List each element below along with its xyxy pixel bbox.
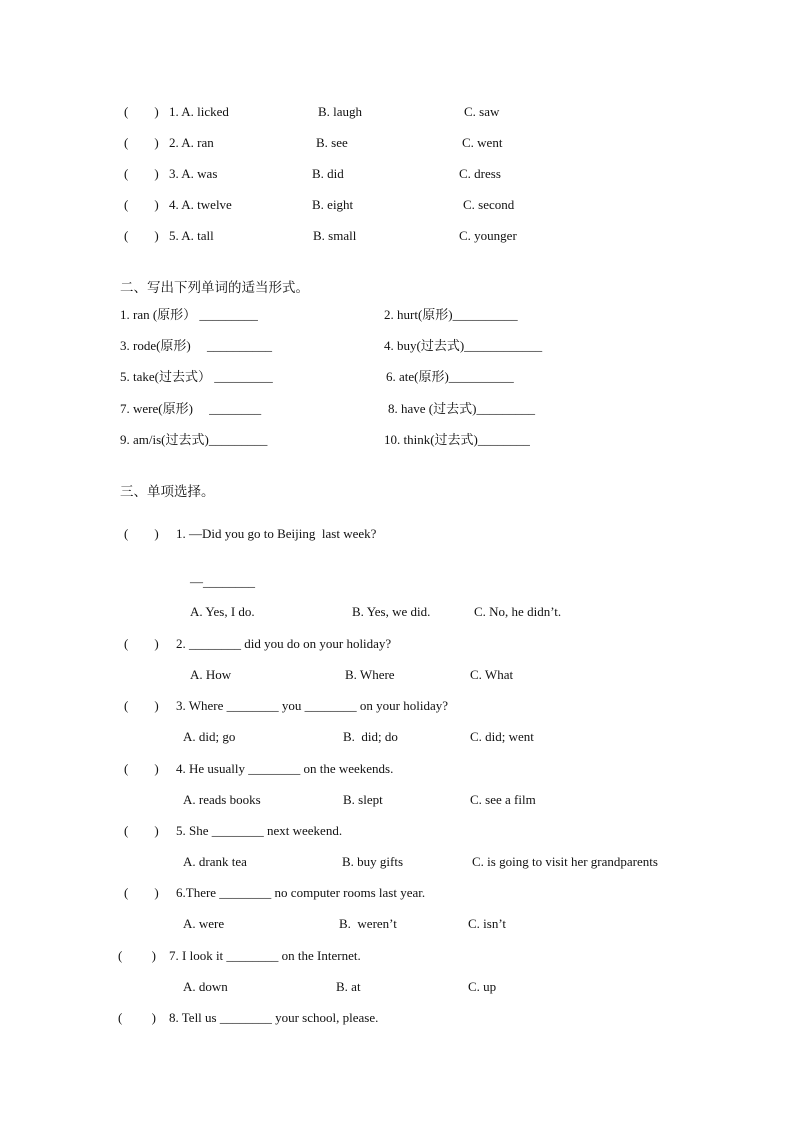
- question-text: 5. A. tall: [169, 228, 214, 243]
- question-text: 2. A. ran: [169, 135, 214, 150]
- option-b: B. see: [316, 135, 348, 150]
- answer-blank[interactable]: ( ): [124, 197, 159, 212]
- fill-item-9[interactable]: 9. am/is(过去式)_________: [120, 432, 268, 447]
- option-c: C. younger: [459, 228, 517, 243]
- question-text: 5. She ________ next weekend.: [176, 823, 343, 838]
- answer-blank[interactable]: ( ): [124, 761, 159, 776]
- answer-blank[interactable]: ( ): [124, 526, 159, 541]
- option-b: B. laugh: [318, 104, 363, 119]
- fill-item-3[interactable]: 3. rode(原形) __________: [120, 338, 273, 353]
- option-c: C. dress: [459, 166, 501, 181]
- option-b: B. Yes, we did.: [352, 604, 431, 619]
- option-c: C. up: [468, 979, 497, 994]
- option-b: B. Where: [345, 667, 395, 682]
- option-b: B. did; do: [343, 729, 398, 744]
- fill-item-5[interactable]: 5. take(过去式） _________: [120, 369, 273, 384]
- answer-blank[interactable]: ( ): [124, 636, 159, 651]
- answer-line[interactable]: —________: [190, 574, 255, 589]
- option-b: B. at: [336, 979, 361, 994]
- fill-item-6[interactable]: 6. ate(原形)__________: [386, 369, 514, 384]
- option-c: C. What: [470, 667, 514, 682]
- option-c: C. went: [462, 135, 503, 150]
- question-text: 4. He usually ________ on the weekends.: [176, 761, 394, 776]
- question-text: 6.There ________ no computer rooms last year.: [176, 885, 426, 900]
- answer-blank[interactable]: ( ): [118, 948, 156, 963]
- fill-item-2[interactable]: 2. hurt(原形)__________: [384, 307, 518, 322]
- option-a: A. did; go: [183, 729, 236, 744]
- option-b: B. buy gifts: [342, 854, 404, 869]
- option-c: C. second: [463, 197, 515, 212]
- question-text: 4. A. twelve: [169, 197, 232, 212]
- option-b: B. did: [312, 166, 344, 181]
- fill-item-10[interactable]: 10. think(过去式)________: [384, 432, 530, 447]
- question-text: 2. ________ did you do on your holiday?: [176, 636, 392, 651]
- answer-blank[interactable]: ( ): [124, 823, 159, 838]
- option-b: B. eight: [312, 197, 354, 212]
- option-a: A. reads books: [183, 792, 261, 807]
- question-text: 1. —Did you go to Beijing last week?: [176, 526, 377, 541]
- option-c: C. did; went: [470, 729, 534, 744]
- answer-blank[interactable]: ( ): [124, 698, 159, 713]
- option-c: C. is going to visit her grandparents: [472, 854, 658, 869]
- section-title-2: 二、写出下列单词的适当形式。: [120, 280, 309, 296]
- fill-item-4[interactable]: 4. buy(过去式)____________: [384, 338, 543, 353]
- option-b: B. slept: [343, 792, 383, 807]
- answer-blank[interactable]: ( ): [118, 1010, 156, 1025]
- fill-item-1[interactable]: 1. ran (原形） _________: [120, 307, 258, 322]
- section-title-3: 三、单项选择。: [120, 484, 215, 500]
- option-a: A. were: [183, 916, 225, 931]
- answer-blank[interactable]: ( ): [124, 135, 159, 150]
- question-text: 7. I look it ________ on the Internet.: [169, 948, 361, 963]
- answer-blank[interactable]: ( ): [124, 104, 159, 119]
- option-c: C. see a film: [470, 792, 536, 807]
- option-a: A. drank tea: [183, 854, 247, 869]
- fill-item-8[interactable]: 8. have (过去式)_________: [388, 401, 535, 416]
- option-c: C. isn’t: [468, 916, 507, 931]
- fill-item-7[interactable]: 7. were(原形) ________: [120, 401, 262, 416]
- answer-blank[interactable]: ( ): [124, 228, 159, 243]
- option-b: B. small: [313, 228, 357, 243]
- option-c: C. No, he didn’t.: [474, 604, 562, 619]
- question-text: 3. A. was: [169, 166, 218, 181]
- option-a: A. down: [183, 979, 228, 994]
- question-text: 8. Tell us ________ your school, please.: [169, 1010, 379, 1025]
- option-b: B. weren’t: [339, 916, 397, 931]
- option-c: C. saw: [464, 104, 500, 119]
- question-text: 1. A. licked: [169, 104, 229, 119]
- option-a: A. Yes, I do.: [190, 604, 255, 619]
- answer-blank[interactable]: ( ): [124, 166, 159, 181]
- question-text: 3. Where ________ you ________ on your holiday?: [176, 698, 448, 713]
- answer-blank[interactable]: ( ): [124, 885, 159, 900]
- option-a: A. How: [190, 667, 232, 682]
